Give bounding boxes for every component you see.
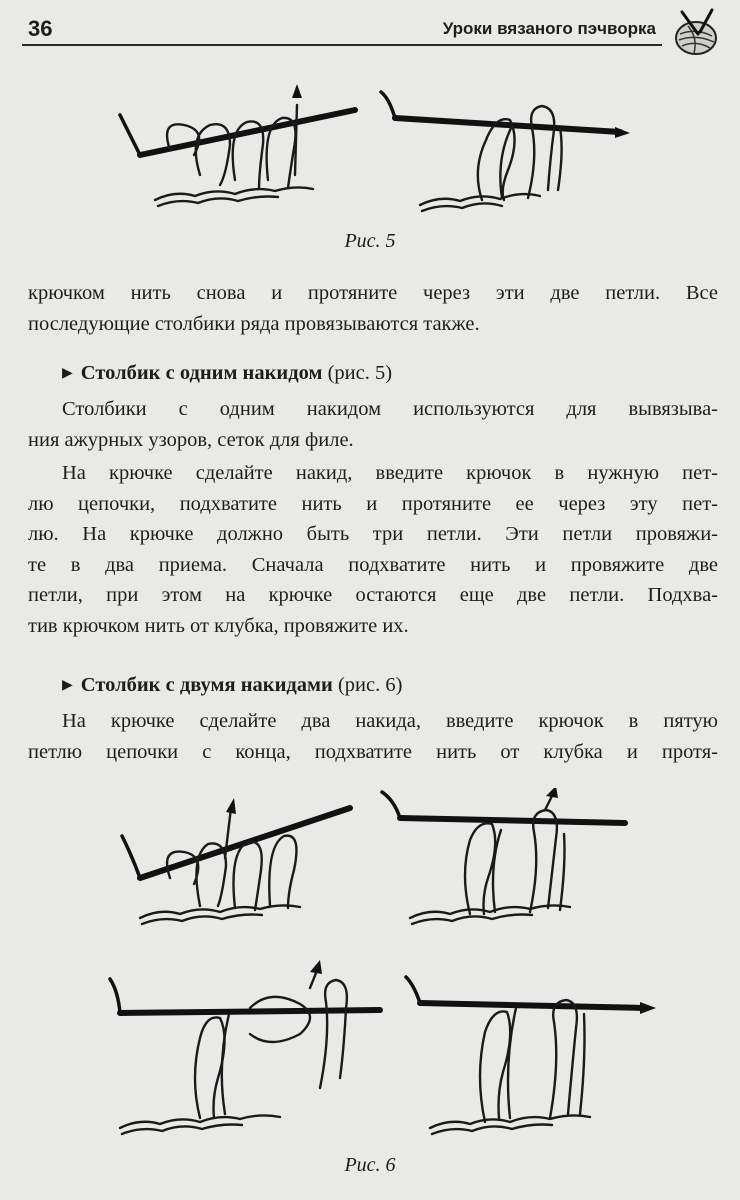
fig6-top-right-drawing (382, 788, 625, 924)
text-line: последующие столбики ряда провязываются также. (28, 312, 480, 335)
figure-6-caption: Рис. 6 (344, 1154, 396, 1176)
text-line: Столбики с одним накидом используются для вывязыва- (62, 398, 718, 420)
text-line: тив крючком нить от клубка, провяжите их. (28, 614, 409, 637)
page-number: 36 (28, 16, 53, 41)
running-header (22, 10, 662, 46)
text-line: лю. На крючке должно быть три петли. Эти петли провяжи- (28, 523, 718, 545)
figure-5-illustration (110, 80, 650, 220)
figure-6-illustration (100, 788, 660, 1138)
figure-5-caption: Рис. 5 (344, 230, 396, 252)
text-line: те в два приема. Сначала подхватите нить и провяжите две (28, 553, 718, 576)
intro-paragraph (28, 278, 718, 339)
section-heading-title: Столбик с двумя накидами (80, 674, 333, 696)
section1-paragraph-1 (28, 394, 718, 455)
triangle-bullet-icon: ▶ (62, 678, 73, 693)
fig6-bottom-right-drawing (406, 977, 656, 1134)
section-heading-single-crochet (62, 362, 392, 385)
section-heading-figure-ref: (рис. 5) (327, 362, 393, 384)
text-line: петли, при этом на крючке остаются еще две петли. Подхва- (28, 584, 718, 606)
section-heading-figure-ref: (рис. 6) (337, 674, 403, 696)
fig5-left-stitch-drawing (120, 84, 355, 206)
text-line: крючком нить снова и протяните через эти две петли. Все (28, 282, 718, 304)
text-line: ния ажурных узоров, сеток для филе. (28, 428, 354, 451)
triangle-bullet-icon: ▶ (62, 366, 73, 381)
text-line: На крючке сделайте накид, введите крючок в нужную пет- (62, 462, 718, 484)
fig6-top-left-drawing (122, 798, 350, 924)
fig5-right-stitch-drawing (381, 92, 630, 211)
text-line: На крючке сделайте два накида, введите крючок в пятую (62, 710, 718, 732)
section1-paragraph-2 (28, 458, 718, 641)
section-heading-title: Столбик с одним накидом (80, 362, 323, 384)
yarn-ball-icon (668, 8, 724, 56)
text-line: лю цепочки, подхватите нить и протяните ее через эту пет- (28, 492, 718, 515)
text-line: петлю цепочки с конца, подхватите нить от клубка и протя- (28, 740, 718, 763)
book-title: Уроки вязаного пэчворка (442, 19, 656, 38)
section2-paragraph-1 (28, 706, 718, 767)
fig6-bottom-left-drawing (110, 960, 380, 1134)
section-heading-double-crochet (62, 674, 402, 697)
